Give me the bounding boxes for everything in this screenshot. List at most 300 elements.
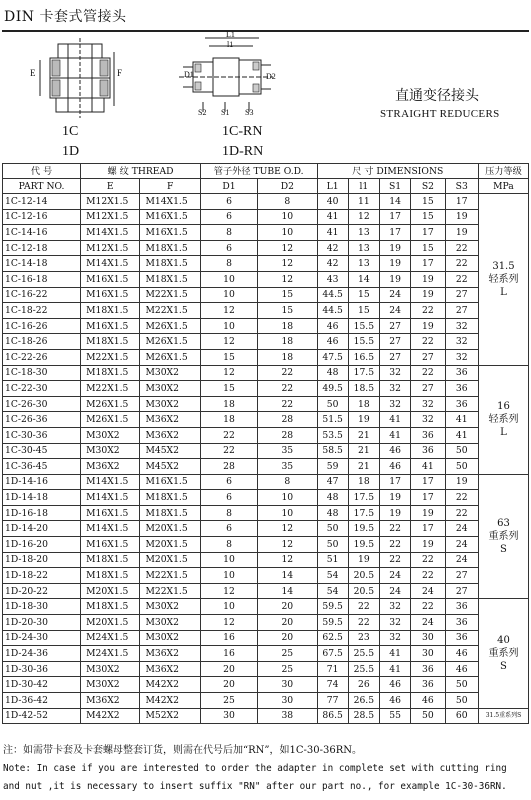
header-part-no: PART NO.	[3, 179, 81, 194]
cell-dim-l1: 59	[317, 459, 348, 475]
note-en-line-1: Note: In case if you are interested to order the adapter in complete set with cutting ring	[3, 763, 507, 774]
cell-thread-f: M20X1.5	[140, 537, 200, 553]
pressure-line: S	[500, 544, 507, 556]
cell-part-no: 1C-12-18	[3, 240, 81, 256]
header-d1: D1	[200, 179, 257, 194]
cell-tube-d1: 12	[200, 303, 257, 319]
header-tube: 管子外径 TUBE O.D.	[200, 164, 317, 179]
table-row	[3, 677, 529, 693]
cell-tube-d1: 25	[200, 693, 257, 709]
subtitle-cn: 直通变径接头	[395, 88, 479, 104]
cell-dim-s3: 50	[445, 693, 478, 709]
cell-tube-d2: 10	[258, 490, 317, 506]
pressure-line: L	[500, 286, 507, 298]
cell-dim-s2: 22	[411, 552, 445, 568]
cell-tube-d2: 18	[258, 349, 317, 365]
cell-dim-s2: 15	[411, 194, 445, 210]
cell-part-no: 1C-14-16	[3, 225, 81, 241]
cell-dim-s1: 32	[379, 599, 410, 615]
cell-dim-s2: 27	[411, 349, 445, 365]
cell-tube-d2: 8	[258, 194, 317, 210]
cell-tube-d2: 8	[258, 474, 317, 490]
cell-dim-s2: 19	[411, 318, 445, 334]
cell-dim-s1: 32	[379, 615, 410, 631]
cell-tube-d1: 6	[200, 240, 257, 256]
table-row	[3, 505, 529, 521]
cell-dim-s1: 27	[379, 349, 410, 365]
cell-dim-l1-lower: 15.5	[348, 334, 379, 350]
cell-dim-s3: 36	[445, 615, 478, 631]
cell-part-no: 1D-30-36	[3, 661, 81, 677]
cell-tube-d2: 22	[258, 381, 317, 397]
footnotes	[3, 742, 528, 796]
cell-dim-s3: 19	[445, 225, 478, 241]
cell-tube-d1: 10	[200, 318, 257, 334]
cell-dim-s1: 19	[379, 256, 410, 272]
cell-tube-d1: 20	[200, 661, 257, 677]
cell-thread-f: M18X1.5	[140, 271, 200, 287]
drawing-label-l1-lower: l1	[227, 40, 234, 49]
cell-thread-f: M18X1.5	[140, 490, 200, 506]
cell-dim-s2: 30	[411, 646, 445, 662]
table-row	[3, 318, 529, 334]
cell-tube-d2: 15	[258, 303, 317, 319]
cell-thread-e: M26X1.5	[81, 396, 140, 412]
cell-part-no: 1D-36-42	[3, 693, 81, 709]
cell-dim-l1: 46	[317, 334, 348, 350]
cell-dim-s3: 19	[445, 474, 478, 490]
cell-tube-d1: 6	[200, 490, 257, 506]
cell-dim-s1: 55	[379, 708, 410, 724]
table-row	[3, 661, 529, 677]
table-row	[3, 583, 529, 599]
cell-dim-l1: 47	[317, 474, 348, 490]
cell-dim-l1-lower: 26	[348, 677, 379, 693]
drawing-label-f: F	[117, 68, 123, 78]
cell-dim-s2: 17	[411, 225, 445, 241]
cell-part-no: 1D-20-22	[3, 583, 81, 599]
drawing-label-d1: D1	[184, 70, 194, 79]
cell-dim-l1: 62.5	[317, 630, 348, 646]
cell-part-no: 1C-12-16	[3, 209, 81, 225]
cell-dim-l1-lower: 11	[348, 194, 379, 210]
cell-dim-s2: 15	[411, 240, 445, 256]
cell-tube-d2: 22	[258, 365, 317, 381]
cell-tube-d1: 8	[200, 256, 257, 272]
table-row	[3, 693, 529, 709]
cell-tube-d2: 20	[258, 599, 317, 615]
cell-part-no: 1D-18-20	[3, 552, 81, 568]
cell-dim-s3: 60	[445, 708, 478, 724]
cell-dim-l1-lower: 22	[348, 599, 379, 615]
cell-dim-s1: 22	[379, 552, 410, 568]
model-label-1d-rn: 1D-RN	[222, 144, 264, 159]
cell-dim-s2: 17	[411, 521, 445, 537]
pressure-line: 31.5	[492, 260, 515, 272]
cell-thread-e: M18X1.5	[81, 303, 140, 319]
cell-dim-s1: 22	[379, 521, 410, 537]
cell-part-no: 1D-14-16	[3, 474, 81, 490]
pressure-line: 重系列	[488, 648, 519, 660]
cell-dim-s3: 27	[445, 303, 478, 319]
cell-dim-s2: 50	[411, 708, 445, 724]
cell-thread-f: M45X2	[140, 443, 200, 459]
specification-table	[2, 163, 529, 724]
cell-dim-s2: 32	[411, 396, 445, 412]
cell-dim-s1: 24	[379, 568, 410, 584]
table-row	[3, 630, 529, 646]
cell-tube-d1: 6	[200, 194, 257, 210]
cell-dim-l1-lower: 22	[348, 615, 379, 631]
cell-dim-l1: 54	[317, 568, 348, 584]
table-row	[3, 552, 529, 568]
table-row	[3, 427, 529, 443]
table-header-row-1	[3, 164, 529, 179]
cell-dim-s1: 32	[379, 381, 410, 397]
cell-tube-d1: 28	[200, 459, 257, 475]
header-l1-lower: l1	[348, 179, 379, 194]
cell-part-no: 1C-16-18	[3, 271, 81, 287]
cell-tube-d1: 12	[200, 365, 257, 381]
cell-dim-l1: 50	[317, 396, 348, 412]
cell-part-no: 1C-18-26	[3, 334, 81, 350]
cell-dim-s2: 36	[411, 443, 445, 459]
cell-dim-l1: 51	[317, 552, 348, 568]
cell-dim-s3: 27	[445, 568, 478, 584]
cell-dim-s1: 41	[379, 412, 410, 428]
cell-dim-s1: 41	[379, 427, 410, 443]
cell-tube-d2: 14	[258, 583, 317, 599]
cell-tube-d1: 22	[200, 443, 257, 459]
cell-dim-s1: 32	[379, 396, 410, 412]
cell-tube-d2: 22	[258, 396, 317, 412]
cell-part-no: 1C-30-45	[3, 443, 81, 459]
cell-dim-l1: 47.5	[317, 349, 348, 365]
cell-dim-l1: 58.5	[317, 443, 348, 459]
cell-tube-d2: 10	[258, 505, 317, 521]
table-row	[3, 459, 529, 475]
cell-dim-s3: 22	[445, 271, 478, 287]
cell-dim-l1-lower: 18	[348, 474, 379, 490]
cell-thread-f: M36X2	[140, 646, 200, 662]
cell-dim-l1-lower: 16.5	[348, 349, 379, 365]
cell-dim-s2: 30	[411, 630, 445, 646]
cell-dim-l1-lower: 17.5	[348, 505, 379, 521]
cell-dim-l1: 67.5	[317, 646, 348, 662]
cell-dim-s3: 46	[445, 646, 478, 662]
cell-tube-d1: 10	[200, 552, 257, 568]
cell-tube-d2: 20	[258, 630, 317, 646]
pressure-line: S	[500, 661, 507, 673]
cell-dim-s2: 22	[411, 568, 445, 584]
cell-dim-l1-lower: 21	[348, 427, 379, 443]
cell-dim-s3: 50	[445, 459, 478, 475]
cell-dim-s1: 46	[379, 677, 410, 693]
cell-dim-l1: 40	[317, 194, 348, 210]
cell-tube-d1: 15	[200, 381, 257, 397]
cell-thread-e: M16X1.5	[81, 505, 140, 521]
cell-thread-e: M16X1.5	[81, 271, 140, 287]
cell-tube-d2: 30	[258, 693, 317, 709]
cell-thread-f: M22X1.5	[140, 303, 200, 319]
cell-dim-l1: 41	[317, 209, 348, 225]
pressure-line: 轻系列	[488, 414, 519, 426]
pressure-group	[478, 365, 528, 474]
cell-dim-s3: 36	[445, 599, 478, 615]
cell-dim-l1: 43	[317, 271, 348, 287]
cell-dim-l1-lower: 20.5	[348, 583, 379, 599]
cell-dim-s1: 46	[379, 693, 410, 709]
cell-dim-s2: 19	[411, 537, 445, 553]
drawing-label-s3: S3	[245, 108, 254, 117]
cell-part-no: 1D-18-22	[3, 568, 81, 584]
cell-dim-s3: 46	[445, 661, 478, 677]
cell-dim-l1-lower: 25.5	[348, 661, 379, 677]
cell-dim-l1-lower: 19	[348, 552, 379, 568]
cell-dim-l1: 48	[317, 365, 348, 381]
cell-thread-f: M18X1.5	[140, 256, 200, 272]
cell-thread-f: M30X2	[140, 396, 200, 412]
cell-dim-l1: 49.5	[317, 381, 348, 397]
cell-thread-f: M14X1.5	[140, 194, 200, 210]
cell-thread-e: M16X1.5	[81, 318, 140, 334]
cell-dim-s3: 22	[445, 505, 478, 521]
cell-dim-s3: 17	[445, 194, 478, 210]
cell-dim-s3: 36	[445, 381, 478, 397]
cell-dim-s1: 19	[379, 240, 410, 256]
cell-dim-s2: 22	[411, 334, 445, 350]
cell-dim-s2: 36	[411, 677, 445, 693]
note-cn: 注：如需带卡套及卡套螺母整套订货，则需在代号后加“RN”，如1C-30-36RN。	[3, 745, 363, 756]
cell-dim-l1-lower: 17.5	[348, 365, 379, 381]
cell-thread-f: M30X2	[140, 365, 200, 381]
cell-dim-l1: 74	[317, 677, 348, 693]
cell-thread-f: M42X2	[140, 677, 200, 693]
pressure-line: 40	[497, 635, 510, 647]
cell-thread-e: M30X2	[81, 677, 140, 693]
drawing-label-d2: D2	[266, 72, 276, 81]
cell-dim-s1: 27	[379, 334, 410, 350]
pressure-group	[478, 194, 528, 366]
cell-part-no: 1C-22-30	[3, 381, 81, 397]
cell-thread-f: M22X1.5	[140, 583, 200, 599]
cell-part-no: 1C-18-22	[3, 303, 81, 319]
cell-tube-d1: 10	[200, 271, 257, 287]
cell-dim-s3: 41	[445, 427, 478, 443]
cell-part-no: 1C-26-36	[3, 412, 81, 428]
table-row	[3, 287, 529, 303]
table-row	[3, 490, 529, 506]
cell-dim-s3: 36	[445, 365, 478, 381]
table-row	[3, 537, 529, 553]
cell-dim-l1-lower: 18	[348, 396, 379, 412]
cell-thread-f: M26X1.5	[140, 318, 200, 334]
cell-dim-l1: 77	[317, 693, 348, 709]
cell-dim-s2: 27	[411, 381, 445, 397]
cell-dim-s3: 32	[445, 318, 478, 334]
cell-thread-f: M20X1.5	[140, 552, 200, 568]
cell-part-no: 1C-14-18	[3, 256, 81, 272]
cell-tube-d1: 16	[200, 646, 257, 662]
cell-thread-e: M16X1.5	[81, 287, 140, 303]
cell-thread-f: M26X1.5	[140, 334, 200, 350]
cell-dim-s2: 24	[411, 615, 445, 631]
cell-dim-s1: 32	[379, 630, 410, 646]
pressure-line: 63	[497, 518, 510, 530]
table-row	[3, 256, 529, 272]
cell-thread-e: M36X2	[81, 693, 140, 709]
cell-dim-l1-lower: 23	[348, 630, 379, 646]
table-row	[3, 474, 529, 490]
cell-thread-e: M18X1.5	[81, 334, 140, 350]
cell-dim-s1: 27	[379, 318, 410, 334]
pressure-group	[478, 599, 528, 708]
table-row	[3, 615, 529, 631]
cell-tube-d2: 18	[258, 318, 317, 334]
cell-tube-d2: 28	[258, 427, 317, 443]
table-row	[3, 194, 529, 210]
cell-dim-s1: 19	[379, 490, 410, 506]
cell-part-no: 1C-12-14	[3, 194, 81, 210]
cell-thread-f: M36X2	[140, 661, 200, 677]
cell-tube-d1: 30	[200, 708, 257, 724]
cell-thread-e: M14X1.5	[81, 225, 140, 241]
cell-thread-e: M18X1.5	[81, 568, 140, 584]
cell-thread-e: M30X2	[81, 661, 140, 677]
cell-part-no: 1D-42-52	[3, 708, 81, 724]
cell-dim-s2: 22	[411, 365, 445, 381]
cell-dim-s3: 36	[445, 396, 478, 412]
header-thread: 螺 纹 THREAD	[81, 164, 201, 179]
cell-thread-e: M16X1.5	[81, 537, 140, 553]
pressure-note: 31.5重系列S	[478, 708, 528, 724]
cell-thread-e: M24X1.5	[81, 646, 140, 662]
cell-dim-s2: 17	[411, 490, 445, 506]
cell-dim-l1-lower: 13	[348, 256, 379, 272]
cell-dim-l1-lower: 19.5	[348, 537, 379, 553]
header-l1: L1	[317, 179, 348, 194]
cell-dim-s1: 41	[379, 661, 410, 677]
cell-tube-d1: 20	[200, 677, 257, 693]
cell-dim-s2: 22	[411, 599, 445, 615]
cell-dim-s3: 22	[445, 490, 478, 506]
cell-thread-f: M36X2	[140, 427, 200, 443]
cell-thread-f: M16X1.5	[140, 209, 200, 225]
cell-part-no: 1D-16-20	[3, 537, 81, 553]
drawing-label-s2: S2	[198, 108, 207, 117]
cell-dim-l1-lower: 28.5	[348, 708, 379, 724]
cell-tube-d2: 12	[258, 256, 317, 272]
cell-tube-d1: 6	[200, 474, 257, 490]
cell-tube-d2: 28	[258, 412, 317, 428]
cell-dim-l1: 42	[317, 256, 348, 272]
cell-thread-e: M36X2	[81, 459, 140, 475]
cell-dim-s2: 46	[411, 693, 445, 709]
cell-dim-l1: 71	[317, 661, 348, 677]
cell-part-no: 1C-36-45	[3, 459, 81, 475]
table-row	[3, 349, 529, 365]
cell-thread-f: M45X2	[140, 459, 200, 475]
page-title: DIN 卡套式管接头	[4, 9, 127, 25]
cell-dim-l1: 41	[317, 225, 348, 241]
cell-part-no: 1D-14-20	[3, 521, 81, 537]
cell-dim-l1: 53.5	[317, 427, 348, 443]
cell-thread-f: M16X1.5	[140, 225, 200, 241]
cell-tube-d1: 16	[200, 630, 257, 646]
cell-dim-s2: 41	[411, 459, 445, 475]
cell-thread-e: M12X1.5	[81, 194, 140, 210]
cell-part-no: 1C-18-30	[3, 365, 81, 381]
cell-dim-l1-lower: 21	[348, 443, 379, 459]
cell-thread-e: M18X1.5	[81, 599, 140, 615]
cell-dim-s2: 19	[411, 287, 445, 303]
table-row	[3, 568, 529, 584]
cell-dim-s1: 24	[379, 287, 410, 303]
table-row	[3, 443, 529, 459]
table-row	[3, 334, 529, 350]
cell-thread-f: M16X1.5	[140, 474, 200, 490]
cell-thread-e: M18X1.5	[81, 365, 140, 381]
cell-tube-d1: 12	[200, 334, 257, 350]
cell-thread-e: M30X2	[81, 443, 140, 459]
table-row	[3, 303, 529, 319]
cell-dim-l1: 48	[317, 505, 348, 521]
cell-dim-s3: 50	[445, 677, 478, 693]
cell-thread-e: M14X1.5	[81, 521, 140, 537]
cell-dim-l1-lower: 14	[348, 271, 379, 287]
cell-thread-e: M30X2	[81, 427, 140, 443]
pressure-line: 轻系列	[488, 273, 519, 285]
cell-tube-d2: 12	[258, 240, 317, 256]
cell-tube-d1: 18	[200, 396, 257, 412]
header-pressure: 压力等级	[478, 164, 528, 179]
cell-dim-l1-lower: 15	[348, 303, 379, 319]
cell-tube-d1: 6	[200, 209, 257, 225]
pressure-group	[478, 474, 528, 599]
subtitle-en: STRAIGHT REDUCERS	[380, 108, 500, 120]
cell-dim-l1-lower: 19	[348, 412, 379, 428]
cell-part-no: 1C-16-22	[3, 287, 81, 303]
cell-dim-s3: 24	[445, 521, 478, 537]
cell-thread-f: M26X1.5	[140, 349, 200, 365]
cell-tube-d2: 10	[258, 209, 317, 225]
cell-dim-l1: 50	[317, 537, 348, 553]
cell-thread-f: M30X2	[140, 381, 200, 397]
cell-dim-s2: 36	[411, 427, 445, 443]
table-row	[3, 396, 529, 412]
header-d2: D2	[258, 179, 317, 194]
cell-tube-d2: 38	[258, 708, 317, 724]
cell-thread-f: M22X1.5	[140, 568, 200, 584]
cell-dim-l1-lower: 15.5	[348, 318, 379, 334]
model-label-1c-rn: 1C-RN	[222, 124, 263, 139]
table-row	[3, 271, 529, 287]
cell-thread-e: M26X1.5	[81, 412, 140, 428]
cell-dim-s2: 19	[411, 271, 445, 287]
cell-dim-l1: 86.5	[317, 708, 348, 724]
cell-tube-d2: 18	[258, 334, 317, 350]
table-row	[3, 521, 529, 537]
table-row	[3, 646, 529, 662]
cell-dim-s1: 17	[379, 209, 410, 225]
drawing-label-l1: L1	[226, 30, 235, 39]
cell-part-no: 1C-30-36	[3, 427, 81, 443]
cell-dim-s3: 24	[445, 552, 478, 568]
cell-tube-d1: 8	[200, 537, 257, 553]
cell-dim-s1: 24	[379, 583, 410, 599]
cell-dim-s1: 24	[379, 303, 410, 319]
cell-thread-f: M30X2	[140, 599, 200, 615]
